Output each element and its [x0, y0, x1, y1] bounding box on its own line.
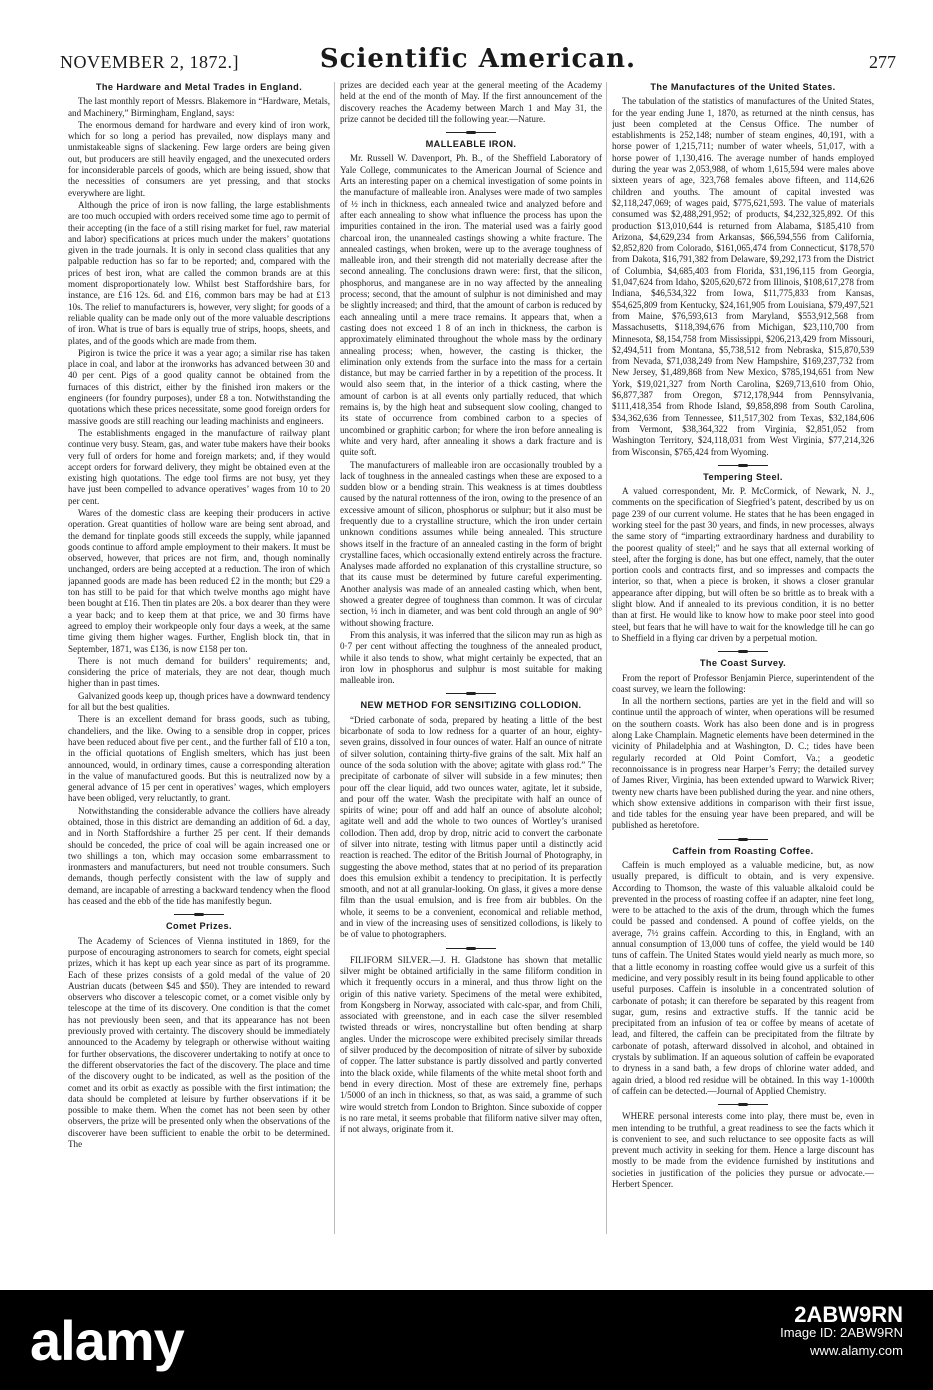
masthead: Scientific American.	[319, 44, 637, 74]
section-separator	[718, 650, 768, 654]
paragraph: Wares of the domestic class are keeping their producers in active operation. Great quantities of hollow ware are being sent abroad, and the demand for tinplate goods still exceeds the supply, while japanned goods continue to afford ample employment to their makers. It must be observed, however, that prices are not firm, and, though nominally unchanged, orders are being accepted at a reduction. The iron of which japanned goods are made has been reduced £2 in the month; but £29 a ton has still to be paid for that which twelve months ago might have been bought at £16. Then tin plates are 20s. a box dearer than they were a year back; and to keep them at that price, we and 30 firms have agreed to employ their workpeople only four days a week, at the same time giving them higher wages. Further, English block tin, that in September, 1871, was £136, is now £158 per ton.	[68, 507, 330, 654]
paragraph: The manufacturers of malleable iron are occasionally troubled by a lack of toughness in the annealed castings when these are exposed to a sudden blow or a bending strain. This weakness is at times doubtless caused by the natural rottenness of the iron, owing to the presence of an excessive amount of silicon, phosphorus or sulphur; but it also must be frequently due to a crystalline structure, which the iron under certain unknown conditions assumes while being annealed. This structure shows itself in the fracture of an annealed casting in the form of bright crystalline faces, which occasionally extend entirely across the fracture. Analyses made afforded no explanation of this crystalline structure, so that its cause must be determined by future careful experimenting. Another analysis was made of an annealed casting which, when bent, showed a greater degree of toughness than common. It was of circular section, ½ inch in diameter, and was bent cold through an angle of 90° without showing fracture.	[340, 459, 602, 628]
section-separator	[446, 692, 496, 696]
paragraph: In all the northern sections, parties are yet in the field and will so continue until the approach of winter, when operations will be resumed on the southern coasts. Work has also been done and is in progress along Lake Champlain. Magnetic elements have been determined in the vicinity of Philadelphia and at Washington, D. C.; tides have been regularly recorded at Old Point Comfort, Va.; a geodetic reconnoissance is in progress near Harper’s Ferry; the detailed survey of James River, Virginia, has been extended upward to Warwick River; twenty new charts have been published during the year. and nine others, which show extensive additions in comparison with their first issue, and tide tables for the ensuing year have been prepared, and will be published as heretofore.	[612, 696, 874, 831]
paragraph: The establishments engaged in the manufacture of railway plant continue very busy. Steam, gas, and water tube makers have their books very full of orders for home and foreign markets; and, if they would accept orders for forward delivery, they might be obtained even at the existing high quotations. The edge tool firms are not busy, yet they have just been compelled to advance operatives’ wages from 10 to 20 per cent.	[68, 427, 330, 506]
section-separator	[718, 838, 768, 842]
section-separator	[174, 913, 224, 917]
article-title-malleable-iron: MALLEABLE IRON.	[425, 139, 517, 150]
article-title-tempering: Tempering Steel.	[703, 471, 783, 482]
page-number: 277	[869, 52, 896, 72]
paragraph: The tabulation of the statistics of manufactures of the United States, for the year ending June 1, 1870, as returned at the ninth census, has just been completed at the Census Office. The number of establishments is 252,148; number of steam engines, 40,191, with a horse power of 1,215,711; number of water wheels, 51,017, with a horse power of 1,130,416. The average number of hands employed during the year was 2,053,988, of whom 1,615,594 were males above sixteen years of age, 323,768 females above fifteen, and 114,626 children and youths. The amount of capital invested was $2,118,247,069; of wages paid, $775,621,593. The value of materials consumed was $2,488,291,952; of products, $4,232,325,892. Of this production $13,010,644 is returned from Alabama, $185,410 from Arizona, $4,629,234 from Arkansas, $66,594,556 from California, $2,852,820 from Colorado, $161,065,474 from Connecticut, $178,570 from Dakota, $16,791,382 from Delaware, $9,292,173 from the District of Columbia, $4,685,403 from Florida, $31,196,115 from Georgia, $1,047,624 from Idaho, $205,620,672 from Illinois, $108,617,278 from Indiana, $46,534,322 from Iowa, $11,775,833 from Kansas, $54,625,809 from Kentucky, $24,161,905 from Louisiana, $79,497,521 from Maine, $76,593,613 from Maryland, $553,912,568 from Massachusetts, $118,394,676 from Michigan, $23,110,700 from Minnesota, $8,154,758 from Mississippi, $206,213,429 from Missouri, $2,494,511 from Montana, $5,738,512 from Nebraska, $15,870,539 from Nevada, $71,038,249 from New Hampshire, $169,237,732 from New Jersey, $1,489,868 from New Mexico, $785,194,651 from New York, $19,021,327 from North Carolina, $269,713,610 from Ohio, $6,877,387 from Oregon, $712,178,944 from Pennsylvania, $111,418,354 from Rhode Island, $9,858,898 from South Carolina, $34,362,636 from Tennessee, $11,517,302 from Texas, $32,184,606 from Vermont, $38,364,322 from Virginia, $2,851,052 from Washington Territory, $24,118,031 from West Virginia, $77,214,326 from Wisconsin, $765,424 from Wyoming.	[612, 96, 874, 457]
paragraph: prizes are decided each year at the general meeting of the Academy held at the end of the month of May. If the first announcement of the discovery reaches the Academy between March 1 and May 31, the prize cannot be decided till the following year.—Nature.	[340, 80, 602, 124]
article-title-hardware: The Hardware and Metal Trades in England.	[95, 82, 303, 92]
section-separator	[446, 947, 496, 951]
paragraph: From the report of Professor Benjamin Pierce, superintendent of the coast survey, we learn the following:	[612, 672, 874, 694]
article-title-collodion: NEW METHOD FOR SENSITIZING COLLODION.	[360, 700, 582, 711]
site-url: www.alamy.com	[810, 1343, 903, 1358]
paragraph: The Academy of Sciences of Vienna instituted in 1869, for the purpose of encouraging astronomers to search for comets, eight special prizes, which it has kept up each year since as part of its programme. Each of these prizes consists of a gold medal of the value of 20 Austrian ducats (between $45 and $50). They are intended to reward observers who discover a telescopic comet, or a comet visible only by telescope at the time of its discovery. One condition is that the comet has not previously been seen, and that its appearance has not been previously proved with certainty. The discovery should be immediately announced to the Academy by telegraph or otherwise without waiting for further observations, the discoverer undertaking to notify at once to the different observatories the fact of the discovery. The place and time of the discovery ought to be indicated, as well as the position of the comet and its orbit as exactly as possible with the first intimation; the data should be completed at leisure by further observations if it be possible to make them. When the comet has not been seen by other observers, the prize will be presented only when the observations of the discoverer have been sufficient to enable the orbit to be determined. The	[68, 935, 330, 1150]
section-separator	[446, 131, 496, 135]
image-id-code: 2ABW9RN	[794, 1302, 903, 1327]
article-title-caffein: Caffein from Roasting Coffee.	[672, 845, 814, 856]
alamy-logo: alamy	[30, 1309, 184, 1372]
stock-watermark-bar	[0, 1290, 933, 1390]
paragraph: “Dried carbonate of soda, prepared by heating a little of the best bicarbonate of soda to low redness for a quarter of an hour, eighty-seven grains, dissolved in four ounces of water. Half an ounce of nitrate of silver solution, containing thirty-five grains of the salt. Mix half an ounce of the soda solution with the above; agitate with glass rod.” The precipitate of carbonate of silver will subside in a few minutes; then pour off the clear liquid, add two ounces water, agitate, let it subside, and pour off the water. Wash the precipitate with half an ounce of spirits of wine; pour off and add half an ounce of absolute alcohol; agitate well and add the whole to two ounces of Wortley’s uranised collodion. Then add, drop by drop, nitric acid to convert the carbonate of silver into nitrate, testing with litmus paper until a distinctly acid reaction is reached. The editor of the British Journal of Photography, in suggesting the above method, states that at no period of its preparation does this emulsion exhibit a tendency to precipitation. It is perfectly smooth, and not at all granular-looking. On glass, it gives a more dense film than the usual emulsion, and is free from air bubbles. On the whole, it seems to be a convenient, economical and reliable method, and in view of the increasing uses of sensitized collodions, is likely to be of value to photographers.	[340, 714, 602, 940]
article-title-comet: Comet Prizes.	[166, 921, 232, 932]
paragraph: There is not much demand for builders’ requirements; and, considering the price of materials, they are not dear, though much higher than in past times.	[68, 655, 330, 689]
paragraph: A valued correspondent, Mr. P. McCormick, of Newark, N. J., comments on the specification of Siegfried’s patent, described by us on page 239 of our current volume. He states that he has been engaged in working steel for the past 30 years, and finds, in new processes, always the same story of “imparting extraordinary hardness and durability to the poorest quality of steel;” and he says that all external working of steel, after the forging is done, has but one effect, namely, that the outer portion cools and contracts first, and so impresses and compacts the interior, so that, when a piece is broken, it shows a closer granular appearance after dipping, but will often be so brittle as to break with a slight blow. And if annealed to its previous condition, it is no better than at first. He would like to know how to make poor steel into good steel, but fears that he will have to wait for the knowledge till he can go to Sheffield in a flying car driven by a perpetual motion.	[612, 486, 874, 643]
article-title-coast-survey: The Coast Survey.	[699, 658, 787, 669]
column-2	[340, 80, 602, 1238]
paragraph: Mr. Russell W. Davenport, Ph. B., of the Sheffield Laboratory of Yale College, communicates to the American Journal of Science and Arts an interesting paper on a chemical investigation of some points in the manufacture of malleable iron. Analyses were made of two samples of ½ inch in thickness, each annealed twice and analyzed before and after each annealing to show what influence the process has upon the impurities contained in the iron. The material used was a fairly good charcoal iron, the unannealed castings showing a white fracture. The annealed castings, when broken, were up to the average toughness of malleable iron, and their strength did not materially decrease after the second annealing. The conclusions drawn were: first, that the silicon, phosphorus, and manganese are in no way affected by the annealing process; second, that the amount of sulphur is not diminished and may be slightly increased; and third, that the amount of carbon is reduced by each annealing until a mere trace remains. It appears that, when a casting does not exceed 1 8 of an inch in thickness, the carbon is approximately eliminated throughout the whole mass by the ordinary annealing process; when, however, the casting is thicker, the elimination only extends from the surface into the mass for a certain distance, but may be carried farther in by a repetition of the process. It would also seem that, in the interior of a thick casting, where the amount of carbon is at all events only partially reduced, that which remains is, by the high heat and subsequent slow cooling, changed to its state of occurrence from combined carbon to a species of uncombined or graphitic carbon; for where the iron before annealing is white and very hard, after annealing it shows a dark fracture and is quite soft.	[340, 153, 602, 458]
paragraph: Caffein is much employed as a valuable medicine, but, as now usually prepared, is difficult to obtain, and is very expensive. According to Thomson, the waste of this valuable alkaloid could be prevented in the process of roasting coffee if an adapter, nine feet long, were to be attached to the axis of the drum, through which the fumes could be passed and condensed. A pound of coffee yields, on the average, 7½ grains caffein. According to this, in England, with an annual consumption of 13,000 tuns of coffee, the yield would be 140 tuns of caffein. The United States would yield nearly as much more, so that a little economy in roasting coffee would give us a surfeit of this medicine, and very possibly result in its being found applicable to other useful purposes. Caffein is insoluble in a concentrated solution of carbonate of potash; it can therefore be separated by this reagent from sugar, gum, resins and extractive stuffs. If the tannic acid be precipitated from an infusion of tea or coffee by means of acetate of lead, and filtered, the caffein can be precipitated from the filtrate by carbonate of potash, afterward dissolved in alcohol, and obtained in crystals by sublimation. If an aqueous solution of caffein be evaporated to dryness in a sand bath, a few drops of chlorine water added, and again dried, a blood red residue will be obtained. In this way 1-1000th of caffein can be detected.—Journal of Applied Chemistry.	[612, 860, 874, 1096]
page-header	[60, 44, 896, 78]
paragraph: Although the price of iron is now falling, the large establishments are too much occupied with orders received some time ago to permit of their accepting (in the face of a still rising market for fuel, raw material and labor) specifications at prices much under the makers’ quotations given in the trade journals. It is only in second class qualities that any palpable reduction has so far to be reported; and, compared with the prices of best iron, what are called the common brands are at this moment disproportionately low. Whilst best Staffordshire bars, for instance, are £16 12s. 6d. and £16, common bars may be had at £13 10s. The relief to manufacturers is, however, very slight; for goods of a reliable quality can be made only out of the more valuable descriptions of iron. What is true of bars is equally true of strips, hoops, sheets, and plates, and of the goods which are made from them.	[68, 199, 330, 346]
image-id-block	[780, 1302, 903, 1360]
paragraph: WHERE personal interests come into play, there must be, even in men intending to be truthful, a great readiness to see the facts which it is convenient to see, and such reluctance to see opposite facts as will prevent much activity in seeking for them. Hence a large discount has mostly to be made from the evidence furnished by institutions and societies in justification of the policies they pursue or advocate.—Herbert Spencer.	[612, 1111, 874, 1190]
article-title-manufactures: The Manufactures of the United States.	[650, 82, 836, 92]
column-1	[68, 80, 330, 1238]
paragraph: FILIFORM SILVER.—J. H. Gladstone has shown that metallic silver might be obtained artificially in the same filiform condition in which it frequently occurs in a mineral, and thus throw light on the origin of this native variety. Specimens of the metal were exhibited, from Kongsberg in Norway, associated with calc-spar, and from Chili, associated with greenstone, and in each case the silver resembled twisted threads or wires, noncrystalline but often bending at sharp angles. Under the microscope were exhibited precisely similar threads of silver produced by the decomposition of nitrate of silver by suboxide of copper. The latter substance is partly dissolved and partly converted into the black oxide, while filaments of the white metal shoot forth and bend in every direction. Most of these are extremely fine, perhaps 1/5000 of an inch in thickness, so that, as was said, a gramme of such wire would stretch from London to Brighton. Since suboxide of copper is no rare metal, it seems probable that filiform native silver may often, if not always, originate from it.	[340, 954, 602, 1135]
paragraph: Notwithstanding the considerable advance the colliers have already obtained, those in this district are demanding an addition of 6d. a day, and in North Staffordshire a further 25 per cent. If their demands should be conceded, the price of coal will be again increased one or two shillings a ton, which may occasion some embarrassment to ironmasters and manufacturers, but need not trouble consumers. Such demands, though perfectly consistent with the law of supply and demand, are incapable of arresting a backward tendency when the flood has ceased and the ebb of the tide has manifestly begun.	[68, 805, 330, 907]
image-id-label: Image ID: 2ABW9RN	[780, 1325, 903, 1340]
section-separator	[718, 1103, 768, 1107]
column-3	[612, 80, 874, 1238]
paragraph: From this analysis, it was inferred that the silicon may run as high as 0·7 per cent without affecting the toughness of the annealed product, while it also tends to show, what might certainly be expected, that an iron low in phosphorus and sulphur is most suitable for making malleable iron.	[340, 629, 602, 686]
paragraph: Galvanized goods keep up, though prices have a downward tendency for all but the best qualities.	[68, 690, 330, 713]
issue-date: NOVEMBER 2, 1872.]	[60, 52, 239, 72]
column-rule	[606, 82, 607, 1234]
paragraph: There is an excellent demand for brass goods, such as tubing, chandeliers, and the like. Owing to a sensible drop in copper, prices have been reduced about five per cent., and the further fall of £10 a ton, in the official quotations of English smelters, which has just been announced, would, in ordinary times, cause a corresponding alteration in the value of manufactured goods. But this is neutralized now by a general advance of 15 per cent in operatives’ wages, which employers have been obliged, very reluctantly, to grant.	[68, 714, 330, 804]
paragraph: Pigiron is twice the price it was a year ago; a similar rise has taken place in coal, and labor at the ironworks has advanced between 30 and 40 per cent. Pigs of a good quality cannot be obtained from the furnaces of this district, either by the finished iron makers or the engineers (for foundry purposes), under £8 a ton. Notwithstanding the quotations which these prices necessitate, some good foreign orders for massive goods are still reaching our leading machinists and engineers.	[68, 347, 330, 426]
paragraph: The enormous demand for hardware and every kind of iron work, which for so long a period has prevailed, now displays many and unmistakeable signs of slackening. Few large orders are being given out, but producers are still heavily engaged, and the unexecuted orders for inconsiderable parcels of goods, which are being issued, show that the necessities of consumers are yet pressing, and that stocks everywhere are light.	[68, 119, 330, 198]
section-separator	[718, 464, 768, 468]
paragraph: The last monthly report of Messrs. Blakemore in “Hardware, Metals, and Machinery,” Birmingham, England, says:	[68, 96, 330, 118]
column-rule	[334, 82, 335, 1234]
